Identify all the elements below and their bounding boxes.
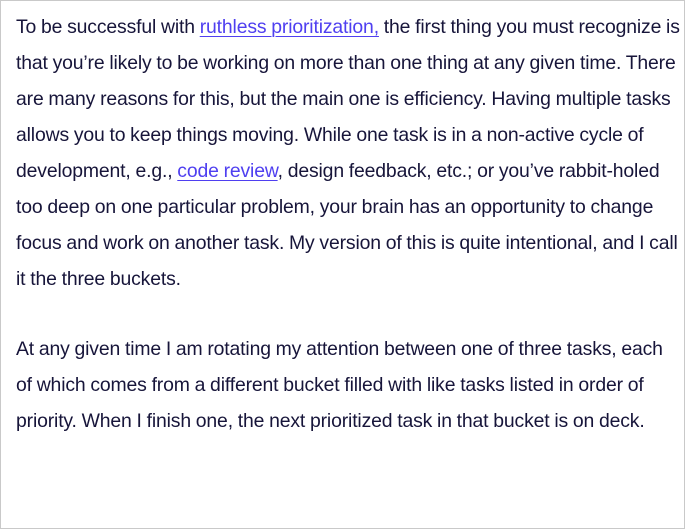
paragraph-text: , design feedback, etc.; or you’ve rabbit-holed too deep on one particular problem, your brain has an opportunity to change focus and work on another task. My version of this is quite intentional, and I call it the three buckets. <box>16 160 678 290</box>
article-body <box>16 9 681 439</box>
paragraph-text: To be successful with <box>16 16 200 38</box>
paragraph-three-buckets-intro <box>16 9 681 297</box>
paragraph-text: the first thing you must recognize is that you’re likely to be working on more than one thing at any given time. There are many reasons for this, but the main one is efficiency. Having multiple tasks allows you to keep things moving. While one task is in a non-active cycle of development, e.g., <box>16 16 680 182</box>
code-review-link[interactable]: code review <box>177 160 278 182</box>
paragraph-rotating-attention <box>16 331 681 439</box>
ruthless-prioritization-link[interactable]: ruthless prioritization, <box>199 16 379 38</box>
paragraph-text: At any given time I am rotating my attention between one of three tasks, each of which comes from a different bucket filled with like tasks listed in order of priority. When I finish one, the next prioritized task in that bucket is on deck. <box>16 338 663 432</box>
